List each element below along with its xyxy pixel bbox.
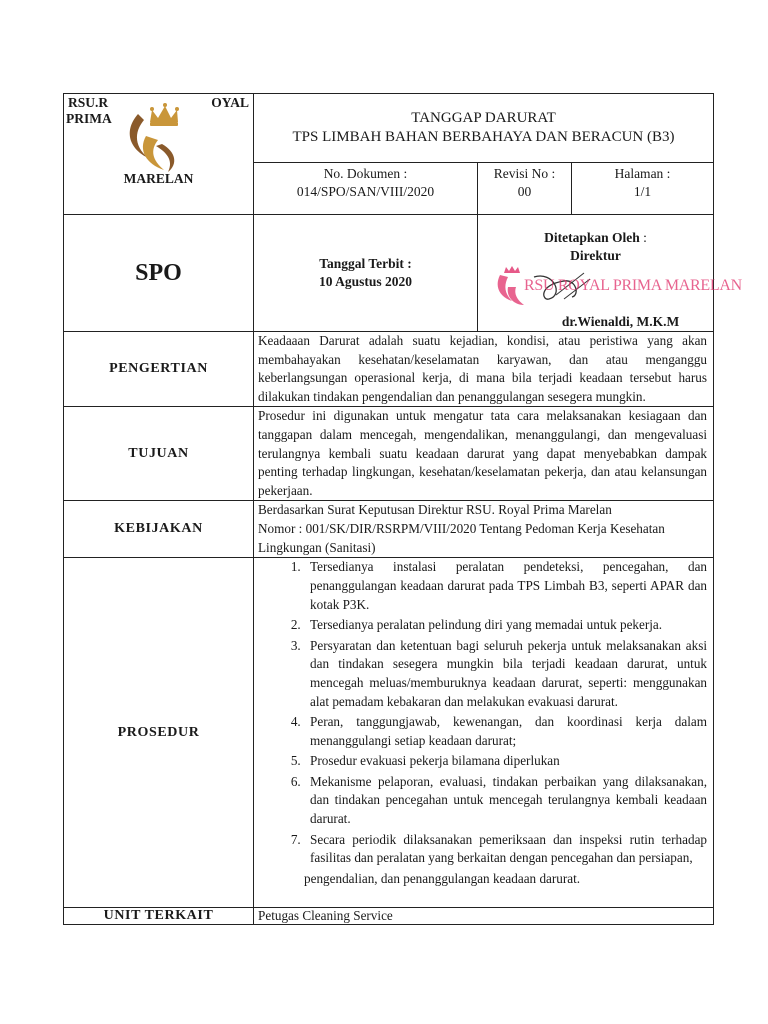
issue-date-cell [254,215,478,332]
spo-label: SPO [64,215,254,332]
prosedur-item: 3. Persyaratan dan ketentuan bagi seluruh pekerja untuk melaksanakan aksi dan tindakan sesegera mungkin bila terjadi keadaan darurat, untuk mencegah meluas/memburuknya keadaan darurat, seperti: menggunakan alat pemadam kebakaran dan melakukan evakuasi darurat. [304,637,707,711]
approved-by-line [478,229,713,247]
issue-date-value: 10 Agustus 2020 [318,274,413,289]
org-name-part-oyal: OYAL [211,95,249,110]
spo-document-table [63,93,742,925]
doc-number-value: 014/SPO/SAN/VIII/2020 [296,183,435,199]
hospital-crown-logo-icon [116,100,198,176]
prosedur-item: 5. Prosedur evakuasi pekerja bilamana diperlukan [304,752,707,771]
document-title-cell [254,94,714,163]
section-label-tujuan: TUJUAN [64,407,254,501]
stamp-text: RSU ROYAL PRIMA MARELAN [524,277,742,294]
page-cell [572,162,714,214]
document-title-line1: TANGGAP DARURAT [411,109,556,126]
hospital-logo-cell [64,94,254,215]
prosedur-list [254,558,713,868]
doc-number-label: No. Dokumen : [323,165,408,181]
revision-value: 00 [517,183,532,199]
section-text-unit-terkait: Petugas Cleaning Service [254,908,714,925]
prosedur-item: 4. Peran, tanggungjawab, kewenangan, dan koordinasi kerja dalam menanggulangi setiap keadaan darurat; [304,713,707,750]
signatory-name: dr.Wienaldi, M.K.M [561,314,680,329]
approved-by-label: Ditetapkan Oleh [544,230,640,245]
section-text-kebijakan [254,501,714,558]
section-label-prosedur: PROSEDUR [64,558,254,908]
document-title-line2: TPS LIMBAH BAHAN BERBAHAYA DAN BERACUN (B3) [292,128,675,145]
stamp-signature [494,265,742,309]
approval-cell [478,215,742,332]
section-label-unit-terkait: UNIT TERKAIT [64,908,254,925]
issue-date-label: Tanggal Terbit : [319,256,412,271]
revision-cell [478,162,572,214]
org-name-line3: MARELAN [123,171,194,186]
prosedur-item: 1. Tersedianya instalasi peralatan pendeteksi, pencegahan, dan penanggulangan keadaan darurat pada TPS Limbah B3, seperti APAR dan kotak P3K. [304,558,707,614]
section-label-pengertian: PENGERTIAN [64,332,254,407]
prosedur-item: 7. Secara periodik dilaksanakan pemeriksaan dan inspeksi rutin terhadap fasilitas dan peralatan yang berkaitan dengan pencegahan dan persiapan, [304,831,707,868]
doc-number-cell [254,162,478,214]
kebijakan-line1: Berdasarkan Surat Keputusan Direktur RSU. Royal Prima Marelan [258,502,612,518]
prosedur-item: 2. Tersedianya peralatan pelindung diri yang memadai untuk pekerja. [304,616,707,635]
prosedur-tail-text: pengendalian, dan penanggulangan keadaan darurat. [304,870,581,886]
org-name-line2: PRIMA [66,111,112,126]
page-label: Halaman : [614,165,671,181]
approved-by-colon: : [639,230,647,245]
section-text-prosedur [254,558,714,908]
section-label-kebijakan: KEBIJAKAN [64,501,254,558]
section-text-pengertian: Keadaaan Darurat adalah suatu kejadian, kondisi, atau peristiwa yang akan membahayakan kesehatan/keselamatan karyawan, dan atau menganggu keberlangsungan operasional kerja, di mana bila terjadi keadaan tersebut harus dilakukan tindakan pengendalian dan penanggulangan sesegera mungkin. [254,332,714,407]
org-name-line1 [68,95,108,111]
org-name-part-rsur: RSU.R [68,95,109,110]
kebijakan-line2: Nomor : 001/SK/DIR/RSRPM/VIII/2020 Tentang Pedoman Kerja Kesehatan Lingkungan (Sanitasi) [258,520,665,555]
director-label: Direktur [570,248,621,263]
section-text-tujuan: Prosedur ini digunakan untuk mengatur tata cara melaksanakan kesiagaan dan tanggapan dalam mencegah, mengendalikan, menanggulangi, dan mengevaluasi terulangnya kembali suatu keadaan darurat yang dapat menyebabkan dampak penting terhadap lingkungan, kesehatan/keselamatan pekerja, dan atau kelansungan pekerjaan. [254,407,714,501]
revision-label: Revisi No : [493,165,556,181]
page-value: 1/1 [633,183,652,199]
prosedur-item: 6. Mekanisme pelaporan, evaluasi, tindakan perbaikan yang dilaksanakan, dan tindakan pencegahan untuk mencegah terulangnya kembali keadaan darurat. [304,773,707,829]
